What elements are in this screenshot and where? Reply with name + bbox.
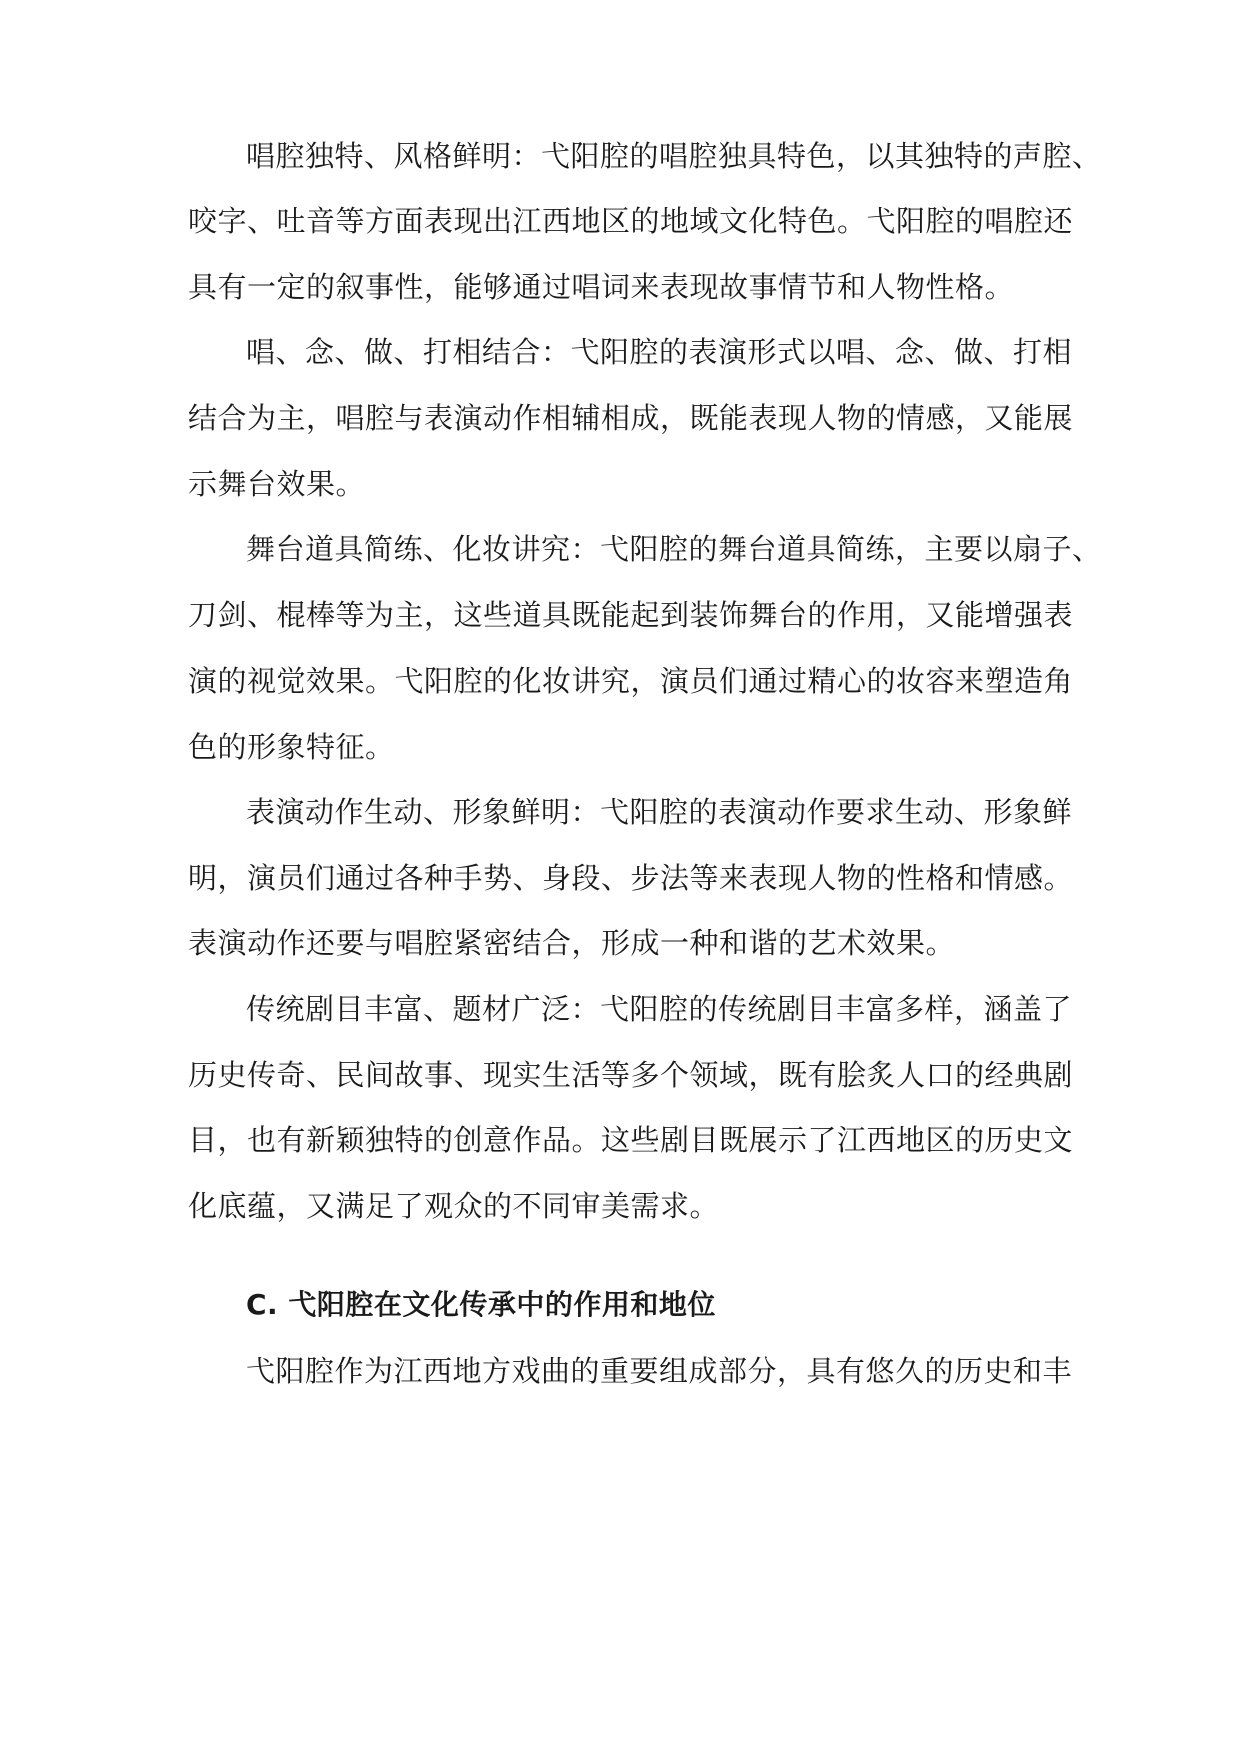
paragraph-3-line-1: 舞台道具简练、化妆讲究：弋阳腔的舞台道具简练，主要以扇子、 [246,532,1102,566]
paragraph-4-line-3: 表演动作还要与唱腔紧密结合，形成一种和谐的艺术效果。 [188,926,956,960]
section-heading: C. 弋阳腔在文化传承中的作用和地位 [246,1288,716,1321]
paragraph-2-line-1: 唱、念、做、打相结合：弋阳腔的表演形式以唱、念、做、打相 [246,335,1073,369]
paragraph-3-line-3: 演的视觉效果。弋阳腔的化妆讲究，演员们通过精心的妆容来塑造角 [188,664,1074,698]
paragraph-5-line-3: 目，也有新颖独特的创意作品。这些剧目既展示了江西地区的历史文 [188,1123,1074,1157]
paragraph-5-line-4: 化底蕴，又满足了观众的不同审美需求。 [188,1189,720,1223]
paragraph-1-line-2: 咬字、吐音等方面表现出江西地区的地域文化特色。弋阳腔的唱腔还 [188,204,1074,238]
closing-paragraph-line-1: 弋阳腔作为江西地方戏曲的重要组成部分，具有悠久的历史和丰 [246,1354,1073,1388]
paragraph-5-line-2: 历史传奇、民间故事、现实生活等多个领域，既有脍炙人口的经典剧 [188,1058,1074,1092]
paragraph-1-line-3: 具有一定的叙事性，能够通过唱词来表现故事情节和人物性格。 [188,270,1015,304]
paragraph-1-line-1: 唱腔独特、风格鲜明：弋阳腔的唱腔独具特色，以其独特的声腔、 [246,139,1102,173]
paragraph-2-line-2: 结合为主，唱腔与表演动作相辅相成，既能表现人物的情感，又能展 [188,401,1074,435]
paragraph-5-line-1: 传统剧目丰富、题材广泛：弋阳腔的传统剧目丰富多样，涵盖了 [246,992,1073,1026]
paragraph-3-line-4: 色的形象特征。 [188,730,395,764]
paragraph-2-line-3: 示舞台效果。 [188,467,366,501]
paragraph-3-line-2: 刀剑、棍棒等为主，这些道具既能起到装饰舞台的作用，又能增强表 [188,598,1074,632]
paragraph-4-line-2: 明，演员们通过各种手势、身段、步法等来表现人物的性格和情感。 [188,861,1074,895]
paragraph-4-line-1: 表演动作生动、形象鲜明：弋阳腔的表演动作要求生动、形象鲜 [246,795,1073,829]
